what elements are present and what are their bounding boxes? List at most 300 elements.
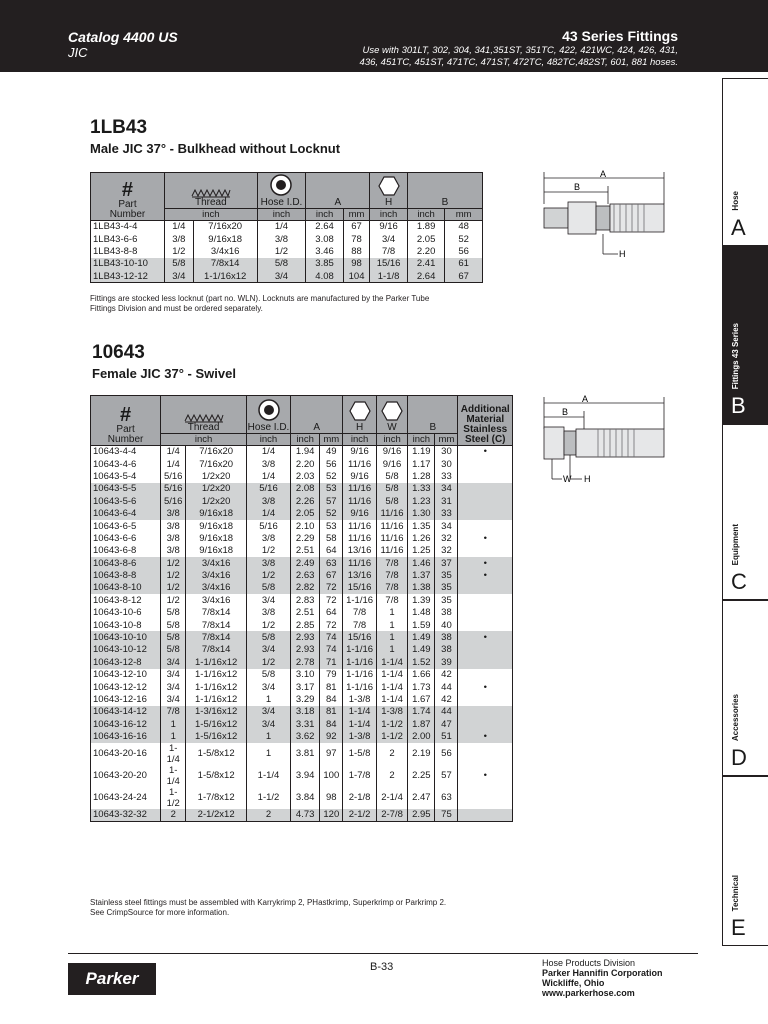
table-cell: 2.41: [407, 258, 445, 270]
table-cell: 44: [435, 706, 458, 718]
table-cell: 1/2x20: [186, 483, 247, 495]
table-cell: 97: [320, 743, 343, 765]
table-cell: 1/4: [161, 458, 186, 470]
part-number-cell: 10643-12-12: [91, 681, 161, 693]
table-cell: 38: [435, 644, 458, 656]
col-a: A: [290, 396, 342, 434]
table-cell: 1/2x20: [186, 470, 247, 482]
table-cell: 3.84: [290, 787, 319, 809]
table-row: [91, 532, 513, 544]
table-cell: 3.46: [306, 245, 344, 257]
col-thread: Thread: [164, 173, 257, 209]
table-cell: 31: [435, 495, 458, 507]
table-cell: 5/16: [161, 483, 186, 495]
table-cell: 1-1/8: [370, 270, 408, 282]
table-cell: 1-3/16x12: [186, 706, 247, 718]
part-number-cell: 10643-6-5: [91, 520, 161, 532]
table-cell: [458, 809, 513, 821]
table-cell: 1/2: [247, 545, 291, 557]
table-cell: 1.38: [408, 582, 435, 594]
table-cell: 7/8: [376, 557, 407, 569]
table-cell: 3.85: [306, 258, 344, 270]
table-cell: 1.25: [408, 545, 435, 557]
table-cell: 11/16: [376, 520, 407, 532]
dim-a-label: A: [600, 169, 607, 179]
table-cell: 3/8: [247, 557, 291, 569]
table-cell: 1: [247, 730, 291, 742]
table-cell: 15/16: [370, 258, 408, 270]
table-cell: 1/2: [164, 245, 193, 257]
tab-fittings[interactable]: [722, 246, 768, 424]
table-cell: •: [458, 765, 513, 787]
table-cell: [458, 545, 513, 557]
table-cell: 3.18: [290, 706, 319, 718]
table-cell: 2: [376, 765, 407, 787]
table-cell: 81: [320, 681, 343, 693]
table-cell: 2.03: [290, 470, 319, 482]
table-cell: 9/16: [370, 221, 408, 233]
table-row: [91, 458, 513, 470]
section1-subtitle: Male JIC 37° - Bulkhead without Locknut: [90, 141, 341, 156]
table-cell: 1: [376, 619, 407, 631]
table-cell: 52: [320, 507, 343, 519]
table-cell: •: [458, 730, 513, 742]
part-number-cell: 10643-4-4: [91, 446, 161, 458]
table-cell: 81: [320, 706, 343, 718]
part-number-cell: 1LB43-4-4: [91, 221, 165, 233]
part-number-cell: 10643-16-16: [91, 730, 161, 742]
table-cell: 1-3/8: [343, 730, 377, 742]
table-cell: 84: [320, 718, 343, 730]
table-cell: 1/2: [247, 619, 291, 631]
table-cell: 5/8: [164, 258, 193, 270]
table-cell: 5/8: [247, 631, 291, 643]
table-cell: 3/4: [247, 681, 291, 693]
female-jic-swivel-diagram: [538, 393, 668, 493]
table-cell: •: [458, 569, 513, 581]
table-cell: 67: [320, 569, 343, 581]
table-cell: 35: [435, 594, 458, 606]
table-cell: 84: [320, 693, 343, 705]
table-cell: 1.46: [408, 557, 435, 569]
table-cell: 7/8x14: [186, 644, 247, 656]
part-number-cell: 10643-4-6: [91, 458, 161, 470]
table-cell: 1-5/8x12: [186, 765, 247, 787]
hex-icon: [381, 401, 403, 421]
part-number-cell: 10643-10-12: [91, 644, 161, 656]
table-cell: 1.26: [408, 532, 435, 544]
table-cell: 2.85: [290, 619, 319, 631]
table-cell: 92: [320, 730, 343, 742]
table-cell: 9/16x18: [186, 507, 247, 519]
table-cell: 64: [320, 545, 343, 557]
table-row: [91, 594, 513, 606]
table-cell: 64: [320, 607, 343, 619]
table-cell: 2.49: [290, 557, 319, 569]
table-cell: 2-1/4: [376, 787, 407, 809]
table-cell: 1.49: [408, 644, 435, 656]
table-cell: 4.08: [306, 270, 344, 282]
table-cell: [458, 669, 513, 681]
parker-logo: Parker: [68, 963, 156, 995]
table-cell: 3/8: [247, 458, 291, 470]
table-cell: 3/4: [247, 718, 291, 730]
part-number-cell: 10643-5-4: [91, 470, 161, 482]
col-part-number: # Part Number: [91, 396, 161, 446]
table-cell: 1-1/16x12: [186, 693, 247, 705]
table-row: [91, 681, 513, 693]
table-cell: 1.19: [408, 446, 435, 458]
table-cell: 2.64: [407, 270, 445, 282]
dim-b-label: B: [574, 182, 581, 192]
table-cell: 9/16: [343, 446, 377, 458]
table-cell: 32: [435, 545, 458, 557]
table-cell: 1/2: [161, 594, 186, 606]
table-cell: 98: [343, 258, 370, 270]
compatible-hoses-line2: 436, 451TC, 451ST, 471TC, 471ST, 472TC, 482TC,482ST, 601, 881 hoses.: [359, 57, 678, 68]
table-cell: 58: [320, 532, 343, 544]
table-cell: 1/4: [247, 507, 291, 519]
tab-technical[interactable]: [722, 776, 768, 946]
table-cell: 63: [435, 787, 458, 809]
table-cell: 67: [445, 270, 483, 282]
part-number-cell: 10643-6-6: [91, 532, 161, 544]
table-body-10643: [91, 446, 513, 822]
table-cell: 67: [343, 221, 370, 233]
table-cell: 1-3/8: [376, 706, 407, 718]
table-cell: 5/8: [257, 258, 306, 270]
table-cell: 3/4: [370, 233, 408, 245]
table-cell: 2-1/2x12: [186, 809, 247, 821]
table-cell: 1.37: [408, 569, 435, 581]
table-cell: 1-5/8x12: [186, 743, 247, 765]
table-cell: 3/8: [164, 233, 193, 245]
part-number-cell: 10643-10-10: [91, 631, 161, 643]
tab-accessories[interactable]: [722, 600, 768, 776]
table-cell: 2.26: [290, 495, 319, 507]
table-cell: 42: [435, 669, 458, 681]
table-cell: 1-1/16: [343, 644, 377, 656]
table-cell: 3/4x16: [186, 557, 247, 569]
table-cell: 34: [435, 483, 458, 495]
table-cell: 1.87: [408, 718, 435, 730]
part-number-cell: 10643-14-12: [91, 706, 161, 718]
table-cell: 1.30: [408, 507, 435, 519]
hex-icon: [349, 401, 371, 421]
table-cell: [458, 787, 513, 809]
table-cell: [458, 495, 513, 507]
table-cell: 2: [247, 809, 291, 821]
table-cell: 2-1/2: [343, 809, 377, 821]
table-cell: 1-1/4: [247, 765, 291, 787]
table-cell: 4.73: [290, 809, 319, 821]
table-cell: 2: [161, 809, 186, 821]
table-cell: 7/8: [343, 619, 377, 631]
table-cell: [458, 706, 513, 718]
table-cell: 3/8: [247, 532, 291, 544]
col-thread: Thread: [161, 396, 247, 434]
table-row: [91, 631, 513, 643]
table-cell: 7/8: [343, 607, 377, 619]
table-cell: 1-5/16x12: [186, 730, 247, 742]
table-cell: 9/16x18: [186, 545, 247, 557]
tab-label: Accessories: [731, 693, 740, 741]
table-cell: 3/4: [247, 706, 291, 718]
table-cell: 1/4: [247, 446, 291, 458]
col-h: H: [343, 396, 377, 434]
table-cell: 1-1/4: [161, 743, 186, 765]
part-number-cell: 10643-6-8: [91, 545, 161, 557]
table-cell: 3/4: [247, 644, 291, 656]
table-cell: 3/8: [161, 507, 186, 519]
table-row: [91, 669, 513, 681]
table-cell: 56: [435, 743, 458, 765]
table-cell: 33: [435, 507, 458, 519]
table-row: [91, 693, 513, 705]
table-cell: 3/8: [247, 495, 291, 507]
table-cell: 52: [445, 233, 483, 245]
tab-label: Technical: [731, 874, 740, 911]
table-cell: •: [458, 557, 513, 569]
table-cell: 1.66: [408, 669, 435, 681]
table-cell: 47: [435, 718, 458, 730]
table-cell: 72: [320, 594, 343, 606]
table-cell: 1.33: [408, 483, 435, 495]
table-cell: 1-1/4: [343, 718, 377, 730]
table-cell: 1/4: [164, 221, 193, 233]
part-number-cell: 10643-8-8: [91, 569, 161, 581]
table-cell: 32: [435, 532, 458, 544]
table-cell: 56: [320, 458, 343, 470]
table-cell: 1: [376, 644, 407, 656]
table-cell: 40: [435, 619, 458, 631]
col-hose-id: Hose I.D.: [257, 173, 306, 209]
part-number-cell: 10643-32-32: [91, 809, 161, 821]
table-cell: 15/16: [343, 631, 377, 643]
table-cell: 11/16: [376, 507, 407, 519]
hose-id-icon: [258, 399, 280, 421]
table-cell: 2.19: [408, 743, 435, 765]
part-number-cell: 10643-24-24: [91, 787, 161, 809]
table-cell: 3/8: [161, 545, 186, 557]
section2-note: Stainless steel fittings must be assembled with Karrykrimp 2, PHastkrimp, Superkrimp or Parkrimp 2. See CrimpSource for more information.: [90, 898, 447, 917]
tab-hose[interactable]: [722, 78, 768, 246]
table-cell: 9/16: [376, 458, 407, 470]
table-cell: 7/8x14: [193, 258, 257, 270]
table-cell: 2.95: [408, 809, 435, 821]
table-cell: •: [458, 446, 513, 458]
table-cell: [458, 718, 513, 730]
table-cell: 1/2: [161, 582, 186, 594]
table-cell: 7/16x20: [186, 446, 247, 458]
table-cell: 56: [445, 245, 483, 257]
dim-h-label: H: [584, 474, 591, 484]
table-cell: [458, 619, 513, 631]
table-cell: 1-1/4: [161, 765, 186, 787]
part-number-cell: 10643-12-10: [91, 669, 161, 681]
tab-label: Fittings 43 Series: [731, 322, 740, 389]
footer-divider: [68, 953, 698, 954]
table-cell: 63: [320, 557, 343, 569]
table-cell: 11/16: [376, 545, 407, 557]
part-number-cell: 10643-10-8: [91, 619, 161, 631]
table-cell: 9/16: [376, 446, 407, 458]
part-number-cell: 10643-8-12: [91, 594, 161, 606]
table-row: [91, 507, 513, 519]
table-cell: 3/4: [161, 693, 186, 705]
tab-equipment[interactable]: [722, 424, 768, 600]
table-cell: [458, 458, 513, 470]
table-cell: 1-1/4: [343, 706, 377, 718]
table-cell: 3/4: [247, 594, 291, 606]
table-cell: 7/8: [370, 245, 408, 257]
table-cell: 1-1/16: [343, 669, 377, 681]
table-cell: 3/8: [247, 607, 291, 619]
table-cell: 34: [435, 520, 458, 532]
table-cell: 2.25: [408, 765, 435, 787]
table-cell: 2.93: [290, 631, 319, 643]
table-cell: 7/8x14: [186, 607, 247, 619]
part-number-cell: 10643-10-6: [91, 607, 161, 619]
table-row: [91, 787, 513, 809]
page-number: B-33: [370, 961, 394, 973]
table-cell: 7/8: [376, 582, 407, 594]
table-row: [91, 520, 513, 532]
table-cell: 3/4x16: [193, 245, 257, 257]
table-cell: 35: [435, 582, 458, 594]
table-row: [91, 495, 513, 507]
table-cell: 1-1/4: [376, 681, 407, 693]
table-cell: 2.64: [306, 221, 344, 233]
table-cell: 11/16: [343, 520, 377, 532]
table-cell: [458, 693, 513, 705]
table-cell: 3/4: [257, 270, 306, 282]
table-cell: 5/16: [247, 520, 291, 532]
table-cell: [458, 607, 513, 619]
table-cell: 1-7/8: [343, 765, 377, 787]
hose-id-icon: [270, 174, 292, 196]
part-number-cell: 10643-5-5: [91, 483, 161, 495]
table-cell: 1: [161, 730, 186, 742]
col-a: A: [306, 173, 370, 209]
section1-note: Fittings are stocked less locknut (part no. WLN). Locknuts are manufactured by the Parker Tube Fittings Division and must be ordered separately.: [90, 294, 430, 313]
table-cell: 30: [435, 446, 458, 458]
table-cell: 1-1/16x12: [186, 656, 247, 668]
tab-label: Equipment: [731, 523, 740, 565]
table-row: [91, 233, 483, 245]
table-cell: 52: [320, 470, 343, 482]
table-cell: 3/4x16: [186, 569, 247, 581]
table-cell: 2.83: [290, 594, 319, 606]
part-number-cell: 1LB43-8-8: [91, 245, 165, 257]
table-cell: 1.17: [408, 458, 435, 470]
col-w: W: [376, 396, 407, 434]
table-cell: 9/16x18: [193, 233, 257, 245]
table-cell: 57: [435, 765, 458, 787]
table-cell: 1-1/2: [376, 718, 407, 730]
table-cell: 120: [320, 809, 343, 821]
table-cell: [458, 507, 513, 519]
table-cell: 3/4: [161, 656, 186, 668]
table-cell: 3/8: [161, 520, 186, 532]
table-cell: [458, 644, 513, 656]
part-number-cell: 10643-6-4: [91, 507, 161, 519]
table-cell: 2.47: [408, 787, 435, 809]
table-cell: 30: [435, 458, 458, 470]
part-number-cell: 10643-8-6: [91, 557, 161, 569]
table-cell: 5/8: [161, 619, 186, 631]
table-cell: 2.20: [407, 245, 445, 257]
table-row: [91, 706, 513, 718]
page-header: [0, 0, 768, 72]
table-cell: 13/16: [343, 545, 377, 557]
table-cell: 11/16: [343, 483, 377, 495]
table-row: [91, 718, 513, 730]
table-cell: [458, 582, 513, 594]
table-cell: 98: [320, 787, 343, 809]
table-row: [91, 258, 483, 270]
table-cell: 74: [320, 644, 343, 656]
table-cell: 5/8: [376, 495, 407, 507]
part-number-cell: 1LB43-10-10: [91, 258, 165, 270]
col-b: B: [407, 173, 482, 209]
table-cell: 3.29: [290, 693, 319, 705]
table-cell: [458, 656, 513, 668]
part-number-cell: 1LB43-6-6: [91, 233, 165, 245]
table-cell: 15/16: [343, 582, 377, 594]
table-cell: 11/16: [343, 557, 377, 569]
table-row: [91, 557, 513, 569]
spec-table-10643: # Part Number Thread Hose I.D. A H W B Additional Material Stainless Steel (C) inch inch inch mm inch inch inch mm 10643-4-4 1/4 7/16x20 1/4 1.94 49 9/16 9/16 1.19 30 • 10643-4-6 1/4 7/16x20 3/8 2.20 56 11/16 9/16 1.17 30 10643-5-4 5/16 1/2x20 1/4 2.03 52 9/16 5/8 1.28 33 10643-5-5 5/16 1/2x20 5/16 2.08 53 11/16 5/8 1.33 34 10643-5-6 5/16 1/2x20 3/8 2.26 57 11/16 5/8 1.23 31 10643-6-4 3/8 9/16x18 1/4 2.05 52 9/16 11/16 1.30 33 10643-6-5 3/8 9/16x18 5/16 2.10 53 11/16 11/16 1.35 34 10643-6-6 3/8 9/16x18 3/8 2.29 58 11/16 11/16 1.26 32 • 10643-6-8 3/8 9/16x18 1/2 2.51 64 13/16 11/16 1.25 32 10643-8-6 1/2 3/4x16 3/8 2.49 63 11/16 7/8 1.46 37 • 10643-8-8 1/2 3/4x16 1/2 2.63 67 13/16 7/8 1.37 35 • 10643-8-10 1/2 3/4x16 5/8 2.82 72 15/16 7/8 1.38 35 10643-8-12 1/2 3/4x16 3/4 2.83 72 1-1/16 7/8 1.39 35 10643-10-6 5/8 7/8x14 3/8 2.51 64 7/8 1 1.48 38 10643-10-8 5/8 7/8x14 1/2 2.85 72 7/8 1 1.59 40 10643-10-10 5/8 7/8x14 5/8 2.93 74 15/16 1 1.49 38 • 10643-10-12 5/8 7/8x14 3/4 2.93 74 1-1/16 1 1.49 38 10643-12-8 3/4 1-1/16x12 1/2 2.78 71 1-1/16 1-1/4 1.52 39 10643-12-10 3/4 1-1/16x12 5/8 3.10 79 1-1/16 1-1/4 1.66 42 10643-12-12 3/4 1-1/16x12 3/4 3.17 81 1-1/16 1-1/4 1.73 44 • 10643-12-16 3/4 1-1/16x12 1 3.29 84 1-3/8 1-1/4 1.67 42 10643-14-12 7/8 1-3/16x12 3/4 3.18 81 1-1/4 1-3/8 1.74 44 10643-16-12 1 1-5/16x12 3/4 3.31 84 1-1/4 1-1/2 1.87 47 10643-16-16 1 1-5/16x12 1 3.62 92 1-3/8 1-1/2 2.00 51 • 10643-20-16 1-1/4 1-5/8x12 1 3.81 97 1-5/8 2 2.19 56 10643-20-20 1-1/4 1-5/8x12 1-1/4 3.94 100 1-7/8 2 2.25 57 • 10643-24-24 1-1/2 1-7/8x12 1-1/2 3.84 98 2-1/8 2-1/4 2.47 63 10643-32-32 2 2-1/2x12 2 4.73 120 2-1/2 2-7/8 2.95 75: [90, 395, 513, 822]
tab-letter: D: [731, 745, 747, 770]
table-cell: 1.28: [408, 470, 435, 482]
table-cell: 1-1/2: [247, 787, 291, 809]
table-cell: [458, 520, 513, 532]
table-cell: 71: [320, 656, 343, 668]
table-cell: 11/16: [343, 532, 377, 544]
table-cell: 1/2: [161, 569, 186, 581]
table-body-1lb43: [91, 221, 483, 283]
table-cell: 2.51: [290, 545, 319, 557]
table-cell: 13/16: [343, 569, 377, 581]
part-number-cell: 10643-20-20: [91, 765, 161, 787]
table-cell: 3.17: [290, 681, 319, 693]
dim-b-label: B: [562, 407, 569, 417]
table-cell: 7/8: [376, 594, 407, 606]
table-cell: 1-1/16x12: [193, 270, 257, 282]
dim-h-label: H: [619, 249, 626, 259]
table-cell: [458, 594, 513, 606]
table-cell: 79: [320, 669, 343, 681]
col-stainless: Additional Material Stainless Steel (C): [458, 396, 513, 446]
table-cell: 3.81: [290, 743, 319, 765]
table-cell: 1.94: [290, 446, 319, 458]
dim-a-label: A: [582, 394, 589, 404]
catalog-subtitle: JIC: [68, 45, 88, 60]
table-cell: 2.51: [290, 607, 319, 619]
table-cell: 1-3/8: [343, 693, 377, 705]
table-cell: 3/4: [164, 270, 193, 282]
table-cell: 1-1/4: [376, 669, 407, 681]
table-cell: 53: [320, 483, 343, 495]
table-cell: 53: [320, 520, 343, 532]
table-cell: 3.94: [290, 765, 319, 787]
table-row: [91, 809, 513, 821]
table-cell: 11/16: [343, 458, 377, 470]
table-cell: 3.62: [290, 730, 319, 742]
table-cell: 1-1/16x12: [186, 669, 247, 681]
table-cell: 1-5/8: [343, 743, 377, 765]
